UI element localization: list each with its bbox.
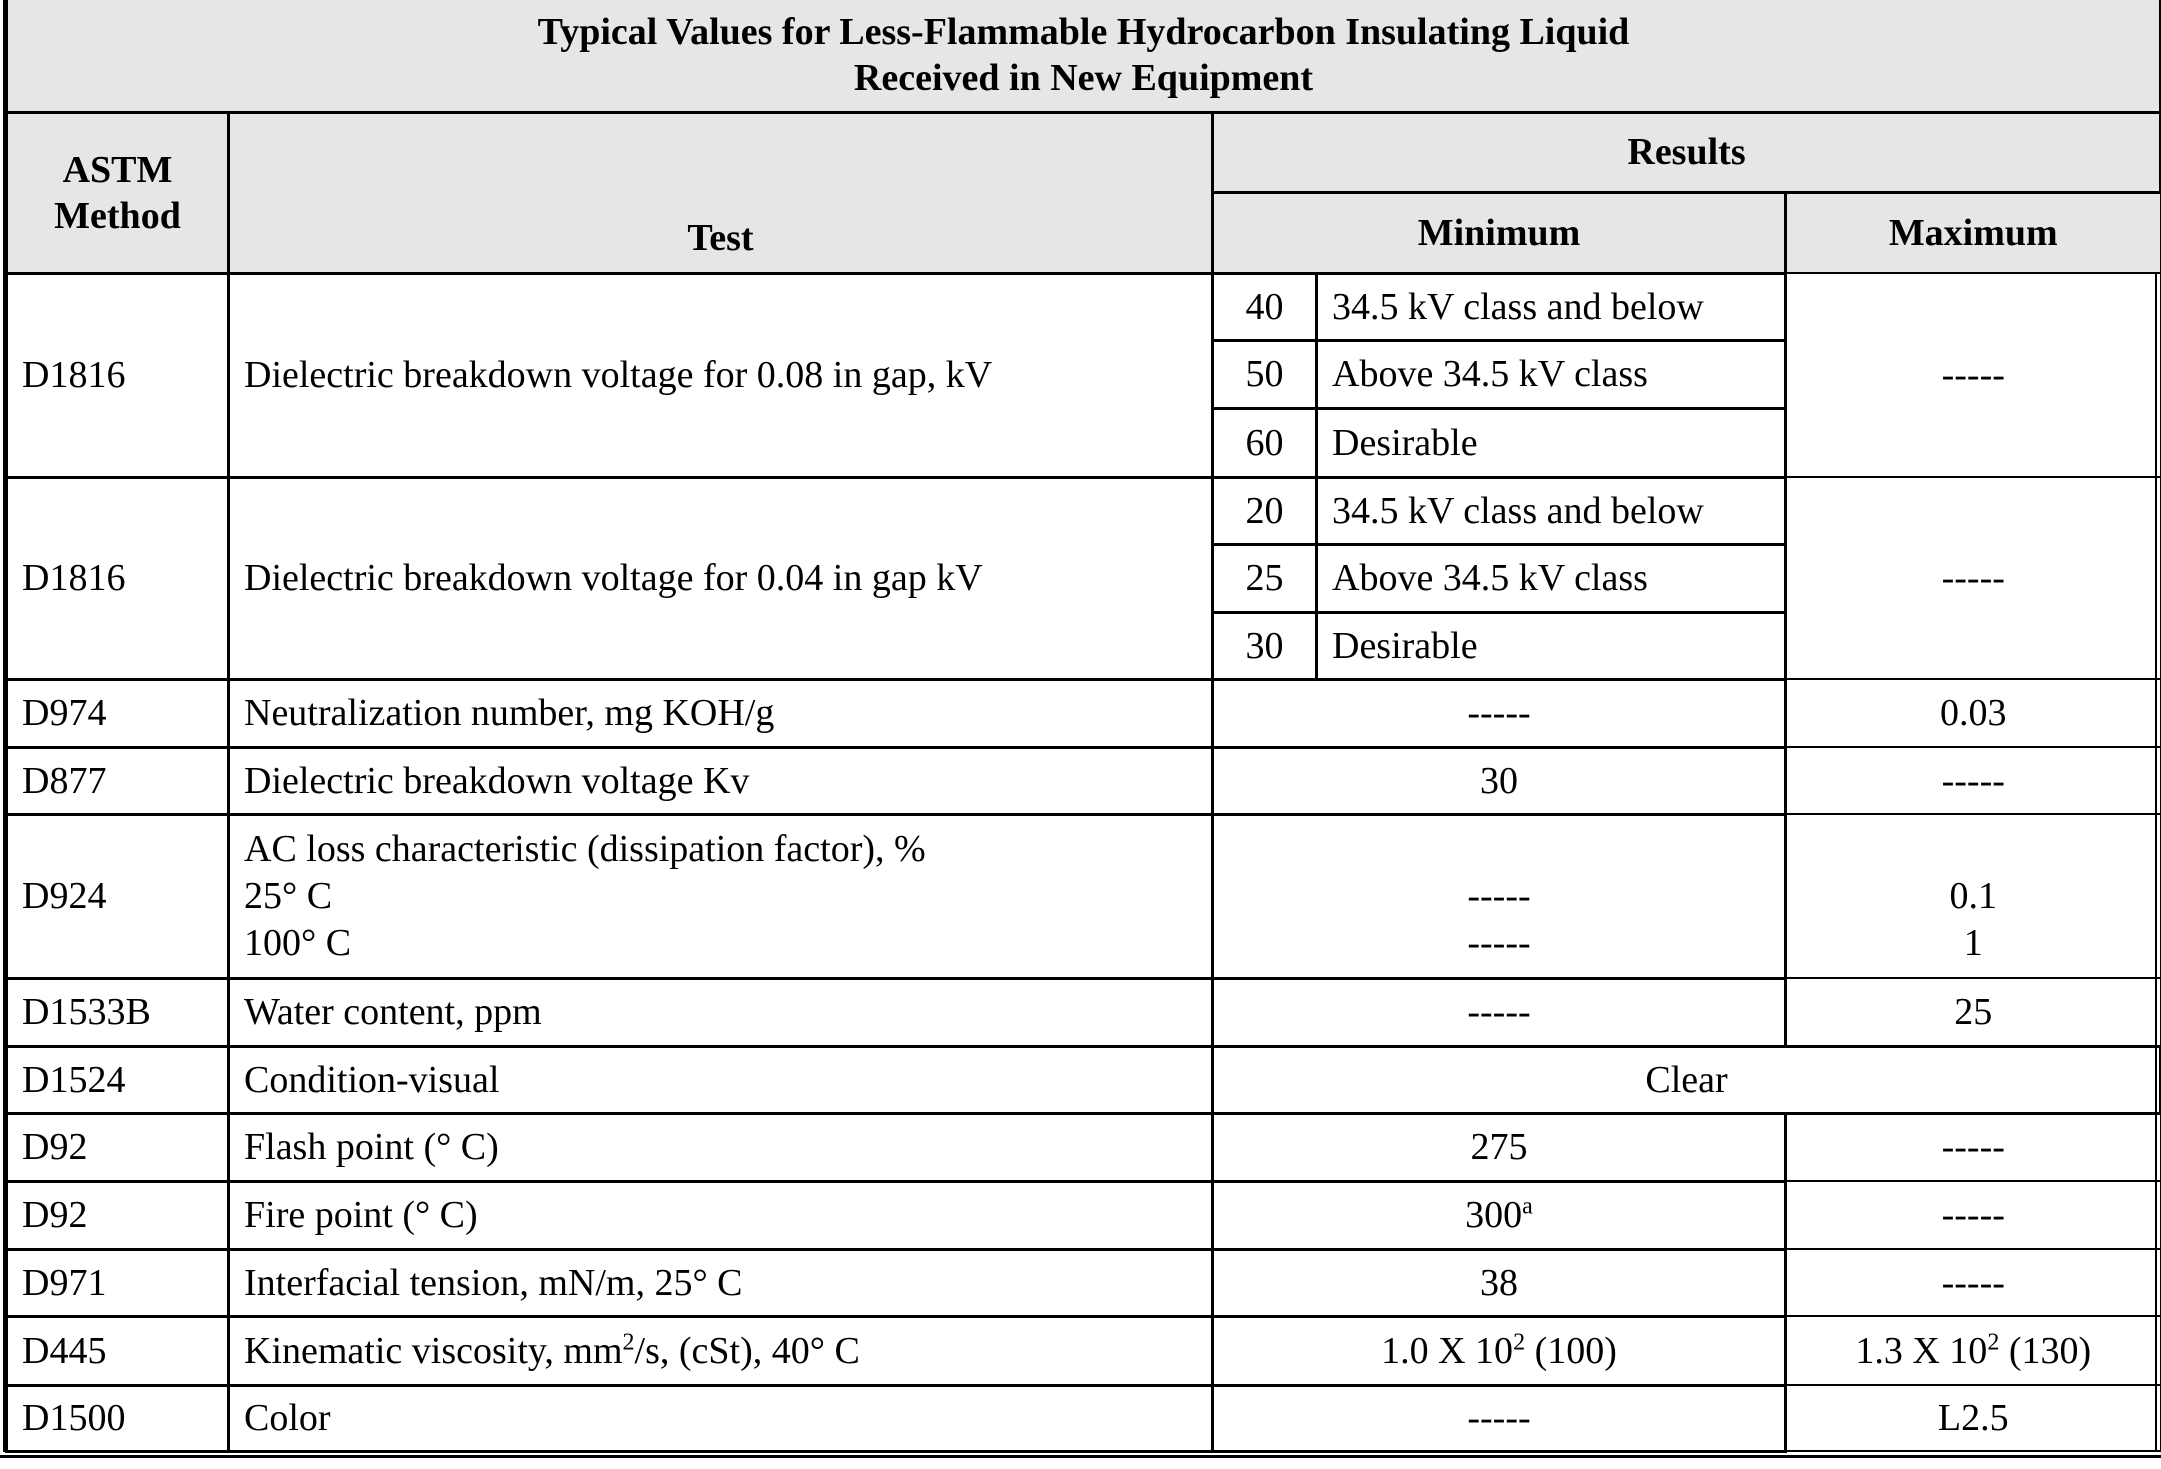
minimum-label-cell: Above 34.5 kV class [1317, 340, 1786, 408]
exponent: 2 [1513, 1328, 1526, 1355]
method-cell: D877 [7, 747, 229, 814]
test-cell: Dielectric breakdown voltage for 0.08 in gap, kV [229, 273, 1213, 477]
table-row [7, 1316, 2161, 1385]
table-row [7, 814, 2161, 978]
minimum-cell: ----- [1213, 679, 1786, 747]
minimum-cell: ----- [1213, 1385, 1786, 1451]
minimum-cell: ----- [1213, 978, 1786, 1046]
maximum-cell: 0.03 [1786, 679, 2161, 747]
minimum-cell [1213, 814, 1786, 978]
minimum-line-2: ----- [1467, 921, 1531, 964]
maximum-line-1: 0.1 [1949, 874, 1997, 917]
minimum-cell: 38 [1213, 1249, 1786, 1316]
result-cell: Clear [1213, 1046, 2161, 1113]
minimum-value: 300 [1465, 1194, 1523, 1236]
table-title [7, 0, 2161, 112]
test-line-3: 100° C [244, 921, 352, 964]
footnote-marker: a [1522, 1193, 1533, 1220]
minimum-value-cell: 25 [1213, 544, 1317, 612]
method-cell: D1533B [7, 978, 229, 1046]
insulating-liquid-table-container [3, 0, 2157, 1452]
header-method-label: Method [54, 194, 181, 237]
test-cell: Dielectric breakdown voltage Kv [229, 747, 1213, 814]
minimum-label-cell: Desirable [1317, 408, 1786, 477]
test-cell: Flash point (° C) [229, 1113, 1213, 1181]
table-row [7, 978, 2161, 1046]
minimum-label-cell: Above 34.5 kV class [1317, 544, 1786, 612]
test-cell: Neutralization number, mg KOH/g [229, 679, 1213, 747]
bottom-rule [0, 1455, 2161, 1458]
method-cell: D1500 [7, 1385, 229, 1451]
table-row [7, 477, 2161, 544]
minimum-label-cell: 34.5 kV class and below [1317, 477, 1786, 544]
minimum-value-cell: 20 [1213, 477, 1317, 544]
method-cell: D445 [7, 1316, 229, 1385]
test-cell [229, 1316, 1213, 1385]
minimum-cell: 275 [1213, 1113, 1786, 1181]
header-maximum: Maximum [1786, 192, 2161, 273]
minimum-line-1: ----- [1467, 874, 1531, 917]
maximum-cell [1786, 1316, 2161, 1385]
table-title-line-2: Received in New Equipment [853, 57, 1314, 100]
method-cell: D1816 [7, 273, 229, 477]
test-cell: Condition-visual [229, 1046, 1213, 1113]
minimum-cell [1213, 1181, 1786, 1249]
test-cell: Color [229, 1385, 1213, 1451]
method-cell: D1816 [7, 477, 229, 679]
table-row [7, 747, 2161, 814]
test-cell: Fire point (° C) [229, 1181, 1213, 1249]
test-text: Kinematic viscosity, mm [244, 1329, 623, 1372]
maximum-cell: ----- [1786, 273, 2161, 477]
test-cell [229, 814, 1213, 978]
maximum-cell: ----- [1786, 1181, 2161, 1249]
maximum-cell [1786, 814, 2161, 978]
exponent: 2 [1987, 1328, 2000, 1355]
table-row [7, 1113, 2161, 1181]
test-line-1: AC loss characteristic (dissipation factor), % [244, 827, 926, 870]
header-astm-label: ASTM [62, 148, 173, 191]
maximum-cell: ----- [1786, 477, 2161, 679]
method-cell: D974 [7, 679, 229, 747]
maximum-cell: L2.5 [1786, 1385, 2161, 1451]
minimum-value-cell: 40 [1213, 273, 1317, 340]
method-cell: D1524 [7, 1046, 229, 1113]
minimum-value: 1.0 X 10 [1381, 1329, 1514, 1372]
header-astm-method [7, 112, 229, 273]
table-row [7, 1385, 2161, 1451]
test-line-2: 25° C [244, 874, 333, 917]
maximum-value-suffix: (130) [1999, 1329, 2092, 1372]
insulating-liquid-values-table [5, 0, 2161, 1453]
maximum-cell: 25 [1786, 978, 2161, 1046]
minimum-value-cell: 50 [1213, 340, 1317, 408]
minimum-value-cell: 60 [1213, 408, 1317, 477]
test-text-suffix: /s, (cSt), 40° C [634, 1329, 860, 1372]
maximum-cell: ----- [1786, 1249, 2161, 1316]
table-row [7, 1181, 2161, 1249]
method-cell: D92 [7, 1181, 229, 1249]
test-cell: Water content, ppm [229, 978, 1213, 1046]
maximum-line-2: 1 [1963, 921, 1983, 964]
minimum-label-cell: 34.5 kV class and below [1317, 273, 1786, 340]
header-minimum: Minimum [1213, 192, 1786, 273]
method-cell: D92 [7, 1113, 229, 1181]
table-row [7, 679, 2161, 747]
superscript: 2 [622, 1328, 635, 1355]
test-cell: Dielectric breakdown voltage for 0.04 in gap kV [229, 477, 1213, 679]
minimum-value-cell: 30 [1213, 612, 1317, 679]
table-row [7, 273, 2161, 340]
method-cell: D924 [7, 814, 229, 978]
maximum-cell: ----- [1786, 1113, 2161, 1181]
minimum-value-suffix: (100) [1525, 1329, 1617, 1372]
table-title-line-1: Typical Values for Less-Flammable Hydrocarbon Insulating Liquid [537, 11, 1630, 54]
header-test: Test [229, 112, 1213, 273]
test-cell: Interfacial tension, mN/m, 25° C [229, 1249, 1213, 1316]
minimum-cell: 30 [1213, 747, 1786, 814]
table-row [7, 1046, 2161, 1113]
maximum-cell: ----- [1786, 747, 2161, 814]
method-cell: D971 [7, 1249, 229, 1316]
minimum-label-cell: Desirable [1317, 612, 1786, 679]
minimum-cell [1213, 1316, 1786, 1385]
maximum-value: 1.3 X 10 [1855, 1329, 1988, 1372]
table-row [7, 1249, 2161, 1316]
header-results: Results [1213, 112, 2161, 192]
